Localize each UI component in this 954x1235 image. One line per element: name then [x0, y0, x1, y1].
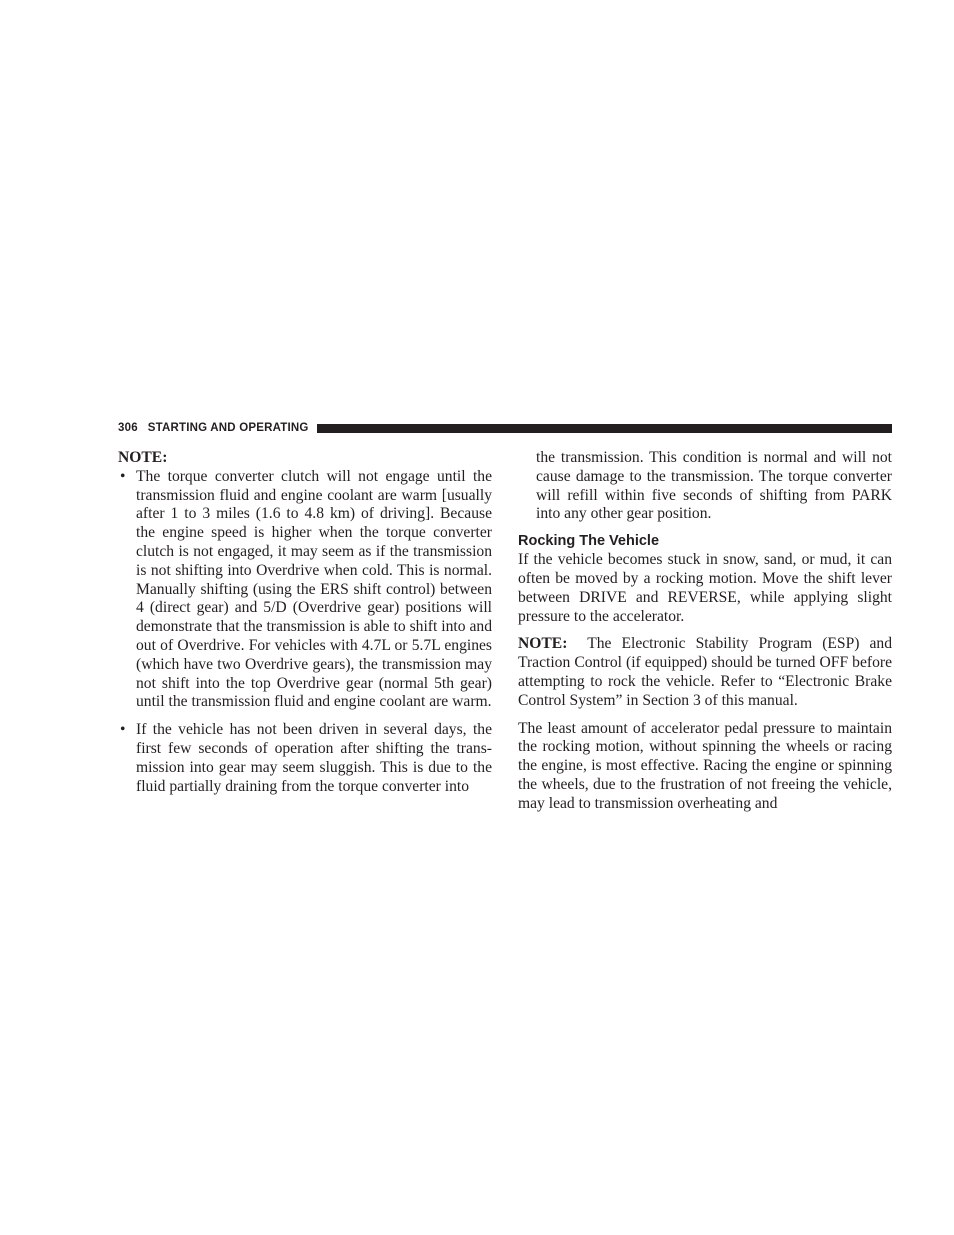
bullet-text: The torque converter clutch will not engage until the transmission fluid and engine coolant are warm [usually after 1 to 3 miles (1.6 to 4.8 km) of driving]. Because the engine speed is higher when the torque converter clutch is not engaged, it may seem as if the transmission is not shifting into Overdrive when cold. This is normal. Manually shifting (using the ERS shift control) between 4 (direct gear) and 5/D (Overdrive gear) positions will demonstrate that the transmission is able to shift into and out of Overdrive. For vehicles with 4.7L or 5.7L engines (which have two Overdrive gears), the transmission may not shift into the top Overdrive gear (normal 5th gear) until the transmission fluid and engine coolant are warm. [136, 467, 492, 711]
bullet-symbol: • [120, 721, 126, 739]
bullet-symbol: • [120, 467, 126, 485]
section-title: STARTING AND OPERATING [147, 422, 309, 434]
header-rule [317, 424, 892, 433]
bullet-item [118, 468, 492, 712]
note-label: NOTE: [118, 449, 168, 466]
note-paragraph [518, 635, 892, 710]
bullet-continuation: the transmission. This condition is normal and will not cause damage to the transmission. The torque converter will refill within five seconds of shifting from PARK into any other gear position. [536, 449, 892, 523]
subheading: Rocking The Vehicle [518, 533, 660, 550]
paragraph: The least amount of accelerator pedal pressure to maintain the rocking motion, without spinning the wheels or racing the engine, is most effective. Racing the engine or spinning the wheels, due to the frustration of not freeing the vehicle, may lead to transmission overheating and [518, 719, 892, 812]
bullet-text: If the vehicle has not been driven in several days, the first few seconds of operation after shifting the transmission into gear may seem sluggish. This is due to the fluid partially draining from the torque converter into [136, 721, 492, 795]
right-column [518, 449, 892, 814]
left-column [118, 449, 492, 796]
paragraph: If the vehicle becomes stuck in snow, sand, or mud, it can often be moved by a rocking motion. Move the shift lever between DRIVE and REVERSE, while applying slight pressure to the accelerator. [518, 551, 892, 625]
page-header [118, 420, 892, 436]
note-label: NOTE: [518, 635, 568, 653]
note-text: The Electronic Stability Program (ESP) and Traction Control (if equipped) should be turned OFF before attempting to rock the vehicle. Refer to “Electronic Brake Control System” in Section 3 of this manual. [518, 635, 893, 709]
bullet-item [118, 721, 492, 796]
page-number: 306 [118, 422, 138, 434]
